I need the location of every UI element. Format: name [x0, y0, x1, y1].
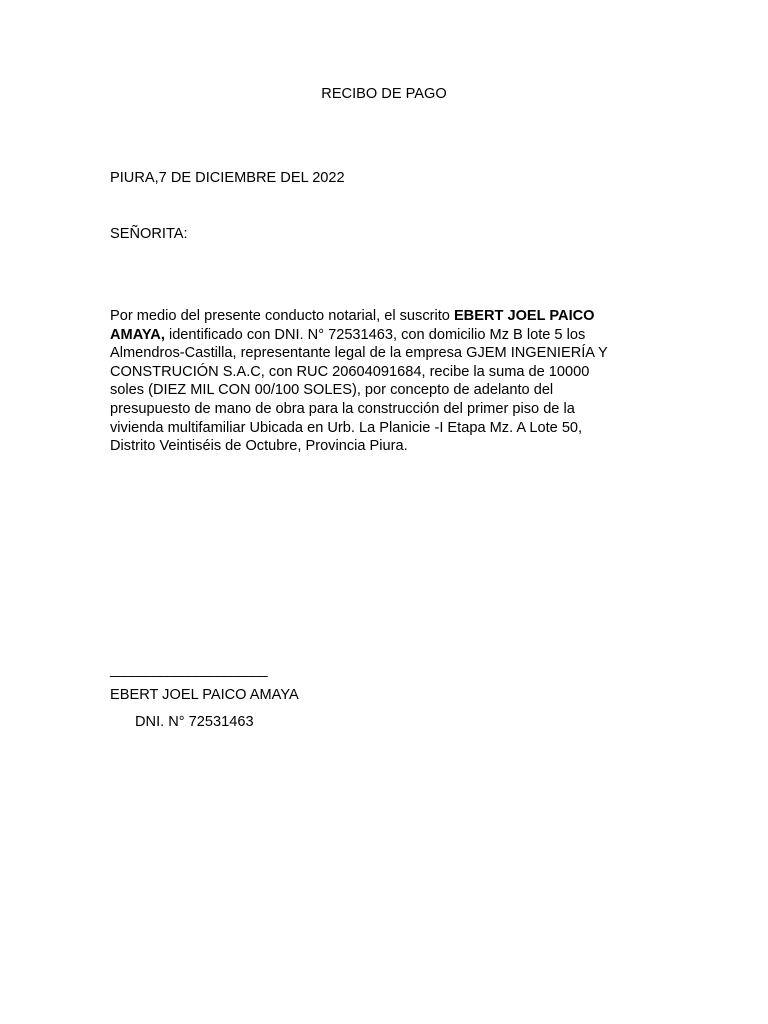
body-line-2: [110, 326, 640, 345]
signer-name: EBERT JOEL PAICO AMAYA: [110, 687, 299, 703]
body-text-segment: Por medio del presente conducto notarial, el suscrito: [110, 308, 454, 324]
document-title: RECIBO DE PAGO: [321, 86, 447, 102]
greeting: SEÑORITA:: [110, 226, 188, 242]
body-line-6: presupuesto de mano de obra para la construcción del primer piso de la: [110, 400, 575, 417]
receipt-body: [110, 307, 640, 456]
payer-surname-bold: AMAYA,: [110, 326, 165, 343]
payer-name-bold: EBERT JOEL PAICO: [453, 308, 595, 324]
body-line-3: Almendros-Castilla, representante legal de la empresa GJEM INGENIERÍA Y: [110, 345, 608, 362]
body-line-1: [110, 307, 640, 326]
body-line-5: soles (DIEZ MIL CON 00/100 SOLES), por concepto de adelanto del: [110, 382, 554, 399]
body-text-segment: identificado con DNI. N° 72531463, con domicilio Mz B lote 5 los: [164, 326, 586, 343]
body-line-7: vivienda multifamiliar Ubicada en Urb. La Planicie -I Etapa Mz. A Lote 50,: [110, 419, 583, 436]
signature-line: ______________________: [110, 662, 267, 678]
body-line-4: CONSTRUCIÓN S.A.C, con RUC 20604091684, recibe la suma de 10000: [110, 363, 590, 380]
body-line-8: Distrito Veintiséis de Octubre, Provincia Piura.: [110, 438, 408, 455]
signer-dni: DNI. N° 72531463: [135, 714, 254, 730]
place-date: PIURA,7 DE DICIEMBRE DEL 2022: [110, 170, 345, 186]
